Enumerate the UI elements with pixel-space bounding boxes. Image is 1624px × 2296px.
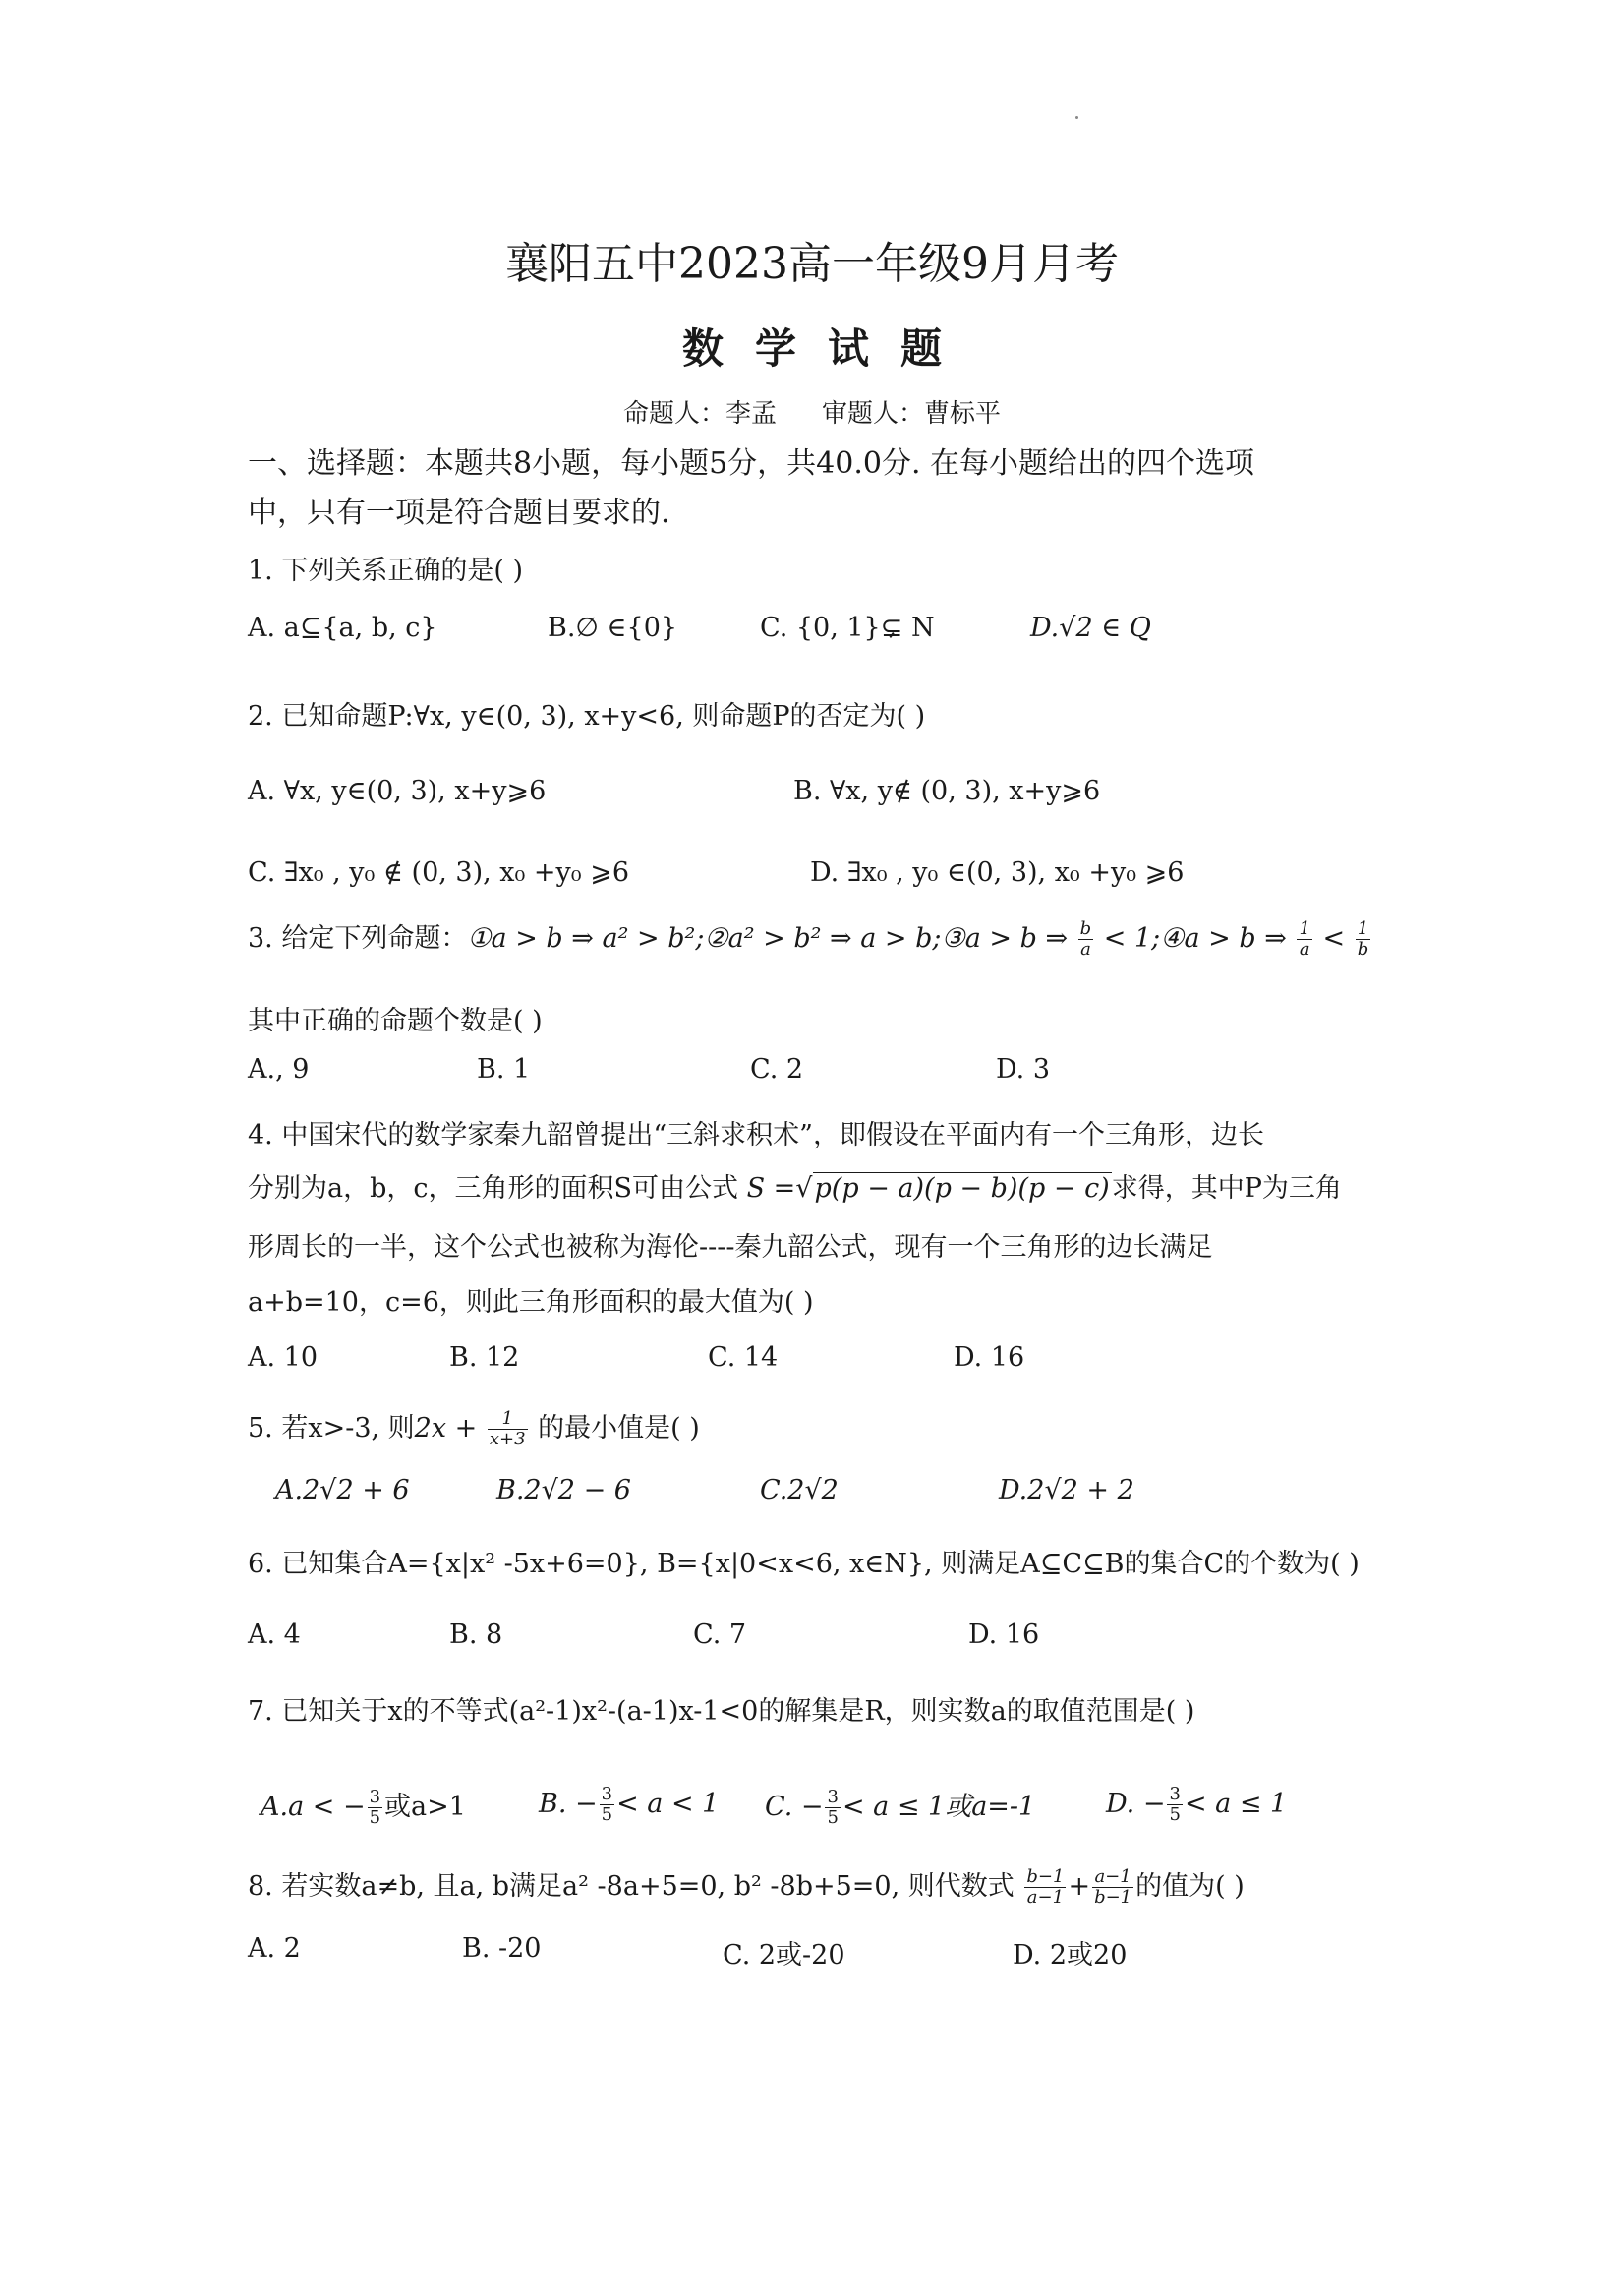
question-3-prefix: 3. 给定下列命题： <box>248 923 468 954</box>
question-7-option-c <box>765 1785 1035 1828</box>
question-4-option-a: A. 10 <box>248 1342 319 1373</box>
fraction-denominator: b−1 <box>1094 1887 1132 1908</box>
fraction-denominator: a−1 <box>1026 1887 1065 1908</box>
question-4-option-b: B. 12 <box>449 1342 520 1373</box>
question-1-option-a: A. a⊆{a, b, c} <box>248 613 437 643</box>
section-instructions-line2: 中，只有一项是符合题目要求的. <box>248 496 670 530</box>
fraction-denominator: a <box>1080 939 1091 960</box>
question-8-fraction-2 <box>1092 1867 1133 1908</box>
question-1-stem: 1. 下列关系正确的是( ) <box>248 556 523 586</box>
less-than-sign: < <box>1322 923 1346 954</box>
question-3-fraction-1-over-b <box>1356 919 1371 960</box>
question-5-option-a: A.2√2 + 6 <box>275 1475 410 1505</box>
question-5-expression: 2x + <box>414 1413 478 1443</box>
fraction-numerator: b−1 <box>1026 1866 1065 1888</box>
question-2-option-a: A. ∀x, y∈(0, 3), x+y⩾6 <box>248 776 547 806</box>
exam-title: 襄阳五中2023高一年级9月月考 <box>505 239 1119 289</box>
question-3-option-c: C. 2 <box>750 1054 804 1085</box>
option-suffix: < a ≤ 1或a=-1 <box>841 1792 1036 1822</box>
question-4-option-c: C. 14 <box>708 1342 779 1373</box>
fraction-three-fifths <box>1167 1785 1182 1825</box>
option-suffix: < a ≤ 1 <box>1184 1788 1288 1819</box>
question-3-option-d: D. 3 <box>996 1054 1051 1085</box>
question-4-line1: 4. 中国宋代的数学家秦九韶曾提出“三斜求积术”，即假设在平面内有一个三角形，边长 <box>248 1120 1264 1150</box>
question-1-option-c: C. {0, 1}⊊ N <box>760 613 935 643</box>
fraction-denominator: 5 <box>827 1807 839 1828</box>
fraction-numerator: 3 <box>827 1787 839 1808</box>
fraction-numerator: 1 <box>1356 919 1371 940</box>
question-3-props-part2: < 1;④a > b ⇒ <box>1103 923 1287 954</box>
heron-formula-lhs: S = <box>746 1173 796 1204</box>
option-suffix: < a < 1 <box>616 1788 720 1819</box>
question-5-stem <box>248 1406 700 1449</box>
question-8-option-d: D. 2或20 <box>1013 1940 1128 1971</box>
scan-speck <box>1075 116 1078 119</box>
question-8-option-b: B. -20 <box>462 1933 542 1964</box>
question-3-fraction-1-over-a <box>1297 919 1311 960</box>
question-5-fraction <box>488 1409 528 1449</box>
fraction-numerator: 3 <box>369 1787 381 1808</box>
question-2-option-c: C. ∃x₀ , y₀ ∉ (0, 3), x₀ +y₀ ⩾6 <box>248 857 630 888</box>
fraction-numerator: 3 <box>601 1784 613 1804</box>
fraction-denominator: a <box>1299 939 1310 960</box>
question-8-option-a: A. 2 <box>248 1933 301 1964</box>
option-suffix: 或a>1 <box>384 1792 466 1822</box>
question-3-props-part1: ①a > b ⇒ a² > b²;②a² > b² ⇒ a > b;③a > b ⇒ <box>467 923 1069 954</box>
question-1-option-b: B.∅ ∈{0} <box>548 613 678 643</box>
question-6-option-a: A. 4 <box>248 1619 301 1650</box>
question-4-line2-start: 分别为a，b，c，三角形的面积S可由公式 <box>248 1173 738 1204</box>
fraction-denominator: 5 <box>1169 1803 1181 1825</box>
question-2-stem: 2. 已知命题P:∀x, y∈(0, 3), x+y<6, 则命题P的否定为( ) <box>248 701 926 732</box>
fraction-numerator: b <box>1079 918 1092 940</box>
question-5-option-b: B.2√2 − 6 <box>496 1475 631 1505</box>
question-4-line2-end: 求得，其中P为三角 <box>1111 1173 1342 1204</box>
question-8-fraction-1 <box>1024 1867 1066 1908</box>
exam-subtitle: 数学试题 <box>681 324 973 373</box>
question-4-line2 <box>248 1166 1342 1205</box>
fraction-three-fifths <box>368 1788 382 1828</box>
fraction-numerator: a−1 <box>1092 1867 1133 1888</box>
question-3-option-b: B. 1 <box>477 1054 531 1085</box>
fraction-denominator: 5 <box>369 1807 381 1828</box>
question-3-fraction-b-over-a <box>1078 919 1094 960</box>
fraction-denominator: 5 <box>601 1803 613 1825</box>
section-instructions-line1: 一、选择题：本题共8小题，每小题5分，共40.0分. 在每小题给出的四个选项 <box>248 446 1255 481</box>
question-3-line2: 其中正确的命题个数是( ) <box>248 1006 543 1036</box>
fraction-denominator: b <box>1357 939 1369 960</box>
question-6-option-d: D. 16 <box>968 1619 1040 1650</box>
question-5-start: 5. 若x>-3, 则 <box>248 1413 415 1443</box>
question-5-end: 的最小值是( ) <box>538 1413 700 1443</box>
question-1-option-d: D.√2 ∈ Q <box>1030 613 1151 643</box>
fraction-numerator: 3 <box>1169 1784 1181 1804</box>
question-6-option-b: B. 8 <box>449 1619 503 1650</box>
question-3-option-a: A., 9 <box>248 1054 310 1085</box>
heron-formula-radicand: p(p − a)(p − b)(p − c) <box>814 1173 1110 1204</box>
question-4-line4: a+b=10，c=6，则此三角形面积的最大值为( ) <box>248 1287 814 1318</box>
question-5-option-d: D.2√2 + 2 <box>999 1475 1134 1505</box>
question-8-end: 的值为( ) <box>1135 1871 1245 1902</box>
question-6-stem: 6. 已知集合A={x|x² -5x+6=0}, B={x|0<x<6, x∈N}, 则满足A⊆C⊆B的集合C的个数为( ) <box>248 1549 1360 1579</box>
question-7-option-a <box>261 1785 466 1828</box>
question-5-option-c: C.2√2 <box>760 1475 839 1505</box>
question-8-start: 8. 若实数a≠b, 且a, b满足a² -8a+5=0, b² -8b+5=0, 则代数式 <box>248 1871 1015 1902</box>
question-2-option-d: D. ∃x₀ , y₀ ∈(0, 3), x₀ +y₀ ⩾6 <box>810 857 1185 888</box>
question-8-option-c: C. 2或-20 <box>723 1940 845 1971</box>
option-prefix: B. − <box>539 1788 598 1819</box>
fraction-three-fifths <box>825 1788 840 1828</box>
question-3-stem <box>248 916 1372 960</box>
question-6-option-c: C. 7 <box>693 1619 747 1650</box>
setter-label: 命题人：李孟 <box>622 399 777 429</box>
option-prefix: D. − <box>1106 1788 1166 1819</box>
fraction-numerator: 1 <box>488 1409 528 1430</box>
question-7-option-d <box>1106 1785 1287 1825</box>
exam-authors <box>0 393 1624 430</box>
question-2-option-b: B. ∀x, y∉ (0, 3), x+y⩾6 <box>793 776 1101 806</box>
question-4-line3: 形周长的一半，这个公式也被称为海伦----秦九韶公式，现有一个三角形的边长满足 <box>248 1232 1213 1263</box>
question-4-option-d: D. 16 <box>954 1342 1025 1373</box>
fraction-denominator: x+3 <box>489 1429 526 1449</box>
option-prefix: C. − <box>765 1792 824 1822</box>
sqrt-sign: √ <box>795 1173 813 1204</box>
option-prefix: A.a < − <box>261 1792 366 1822</box>
question-7-stem: 7. 已知关于x的不等式(a²-1)x²-(a-1)x-1<0的解集是R，则实数a的取值范围是( ) <box>248 1696 1195 1727</box>
fraction-numerator: 1 <box>1299 918 1310 940</box>
question-7-option-b <box>539 1785 719 1825</box>
reviewer-label: 审题人：曹标平 <box>822 399 1002 429</box>
question-8-stem <box>248 1864 1245 1908</box>
plus-sign: + <box>1068 1871 1091 1902</box>
fraction-three-fifths <box>600 1785 614 1825</box>
